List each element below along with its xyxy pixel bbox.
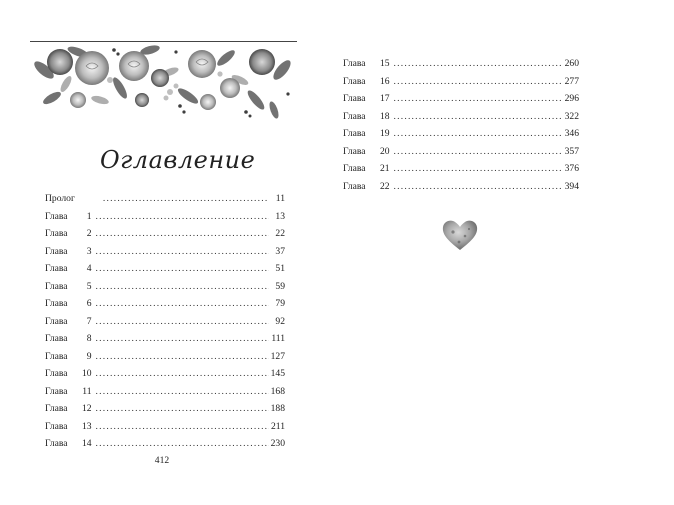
dot-leader bbox=[96, 211, 269, 222]
dot-leader bbox=[96, 368, 269, 379]
toc-entry-page: 59 bbox=[275, 280, 285, 292]
dot-leader bbox=[394, 163, 563, 174]
dot-leader bbox=[96, 386, 269, 397]
toc-entry-label: Глава bbox=[45, 280, 68, 292]
toc-entry-label: Глава bbox=[45, 438, 68, 449]
toc-entry-label: Пролог bbox=[45, 193, 75, 204]
toc-entry bbox=[343, 146, 579, 164]
toc-entry-number: 12 bbox=[81, 403, 92, 414]
toc-entry bbox=[45, 438, 285, 456]
toc-entry-page: 394 bbox=[564, 180, 579, 192]
toc-entry-number: 21 bbox=[379, 163, 390, 174]
toc-entry-label: Глава bbox=[45, 228, 68, 239]
toc-entry bbox=[45, 333, 285, 351]
toc-entry bbox=[343, 93, 579, 111]
toc-entry-number: 1 bbox=[86, 210, 92, 222]
toc-entry bbox=[45, 281, 285, 299]
dot-leader bbox=[96, 333, 269, 344]
toc-entry-page: 127 bbox=[270, 350, 285, 362]
dot-leader bbox=[394, 93, 563, 104]
toc-entry-page: 230 bbox=[270, 438, 285, 449]
toc-entry-label: Глава bbox=[45, 298, 68, 309]
toc-entry-page: 376 bbox=[564, 163, 579, 174]
toc-entry bbox=[45, 193, 285, 211]
toc-entry-label: Глава bbox=[45, 245, 68, 257]
toc-entry-page: 51 bbox=[275, 263, 285, 274]
toc-entry-label: Глава bbox=[45, 420, 68, 432]
toc-entry-label: Глава bbox=[45, 263, 68, 274]
toc-entry bbox=[343, 111, 579, 129]
toc-entry-page: 111 bbox=[271, 333, 285, 344]
toc-entry bbox=[45, 211, 285, 229]
toc-entry-number: 8 bbox=[86, 333, 92, 344]
toc-entry-page: 277 bbox=[564, 75, 579, 87]
dot-leader bbox=[96, 228, 269, 239]
dot-leader bbox=[394, 128, 563, 139]
toc-entry-page: 37 bbox=[275, 245, 285, 257]
toc-entry-number: 19 bbox=[379, 128, 390, 139]
toc-entry-label: Глава bbox=[343, 180, 366, 192]
toc-list-left bbox=[45, 193, 285, 456]
dot-leader bbox=[96, 316, 269, 327]
toc-entry bbox=[45, 228, 285, 246]
toc-entry-page: 11 bbox=[275, 193, 285, 204]
dot-leader bbox=[96, 438, 269, 449]
toc-entry-number: 11 bbox=[82, 385, 92, 397]
dot-leader bbox=[103, 193, 269, 204]
toc-entry-label: Глава bbox=[343, 163, 366, 174]
toc-entry-page: 168 bbox=[270, 385, 285, 397]
toc-entry-number: 9 bbox=[86, 350, 92, 362]
toc-list-right bbox=[343, 58, 579, 198]
toc-entry-page: 79 bbox=[275, 298, 285, 309]
page-number: 412 bbox=[154, 455, 170, 466]
toc-entry-page: 188 bbox=[270, 403, 285, 414]
toc-entry-page: 346 bbox=[564, 128, 579, 139]
toc-entry-page: 296 bbox=[564, 93, 579, 104]
dot-leader bbox=[394, 146, 563, 157]
toc-entry-label: Глава bbox=[45, 315, 68, 327]
header-rule bbox=[30, 41, 297, 42]
toc-entry-label: Глава bbox=[343, 93, 366, 104]
toc-entry bbox=[45, 263, 285, 281]
toc-entry-page: 357 bbox=[564, 145, 579, 157]
toc-entry-label: Глава bbox=[343, 58, 366, 69]
dot-leader bbox=[394, 181, 563, 192]
toc-entry-number: 14 bbox=[81, 438, 92, 449]
toc-entry-number: 20 bbox=[379, 145, 390, 157]
dot-leader bbox=[96, 281, 269, 292]
right-page bbox=[337, 0, 674, 505]
toc-entry bbox=[343, 163, 579, 181]
toc-entry-page: 260 bbox=[564, 58, 579, 69]
toc-entry-label: Глава bbox=[343, 145, 366, 157]
dot-leader bbox=[96, 421, 269, 432]
toc-entry bbox=[45, 403, 285, 421]
toc-entry-number: 15 bbox=[379, 58, 390, 69]
dot-leader bbox=[96, 298, 269, 309]
toc-entry-page: 13 bbox=[275, 210, 285, 222]
toc-entry-label: Глава bbox=[45, 350, 68, 362]
toc-entry bbox=[45, 368, 285, 386]
toc-entry bbox=[343, 128, 579, 146]
toc-entry-number: 2 bbox=[86, 228, 92, 239]
toc-entry-number: 16 bbox=[379, 75, 390, 87]
toc-entry bbox=[45, 351, 285, 369]
toc-entry bbox=[45, 316, 285, 334]
toc-entry-label: Глава bbox=[45, 333, 68, 344]
toc-entry-page: 22 bbox=[275, 228, 285, 239]
toc-entry-page: 322 bbox=[564, 110, 579, 122]
toc-entry-page: 145 bbox=[270, 368, 285, 379]
toc-entry-number: 17 bbox=[379, 93, 390, 104]
dot-leader bbox=[394, 76, 563, 87]
dot-leader bbox=[394, 111, 563, 122]
toc-entry-label: Глава bbox=[45, 385, 68, 397]
toc-entry-label: Глава bbox=[343, 128, 366, 139]
toc-entry-label: Глава bbox=[45, 403, 68, 414]
toc-entry-page: 92 bbox=[275, 315, 285, 327]
toc-entry-label: Глава bbox=[343, 75, 366, 87]
toc-entry-label: Глава bbox=[45, 210, 68, 222]
dot-leader bbox=[394, 58, 563, 69]
toc-entry-number: 4 bbox=[86, 263, 92, 274]
toc-entry bbox=[343, 58, 579, 76]
toc-entry-number: 6 bbox=[86, 298, 92, 309]
dot-leader bbox=[96, 351, 269, 362]
toc-entry bbox=[343, 76, 579, 94]
toc-entry-label: Глава bbox=[45, 368, 68, 379]
toc-entry bbox=[45, 298, 285, 316]
toc-entry-number: 5 bbox=[86, 280, 92, 292]
toc-entry bbox=[45, 421, 285, 439]
toc-entry-label: Глава bbox=[343, 110, 366, 122]
dot-leader bbox=[96, 246, 269, 257]
toc-title: Оглавление bbox=[100, 146, 256, 174]
dot-leader bbox=[96, 263, 269, 274]
toc-entry bbox=[343, 181, 579, 199]
toc-entry-number: 13 bbox=[81, 420, 92, 432]
toc-entry-page: 211 bbox=[270, 420, 285, 432]
heart-icon bbox=[441, 218, 479, 252]
toc-entry-number: 10 bbox=[81, 368, 92, 379]
floral-header-illustration bbox=[30, 40, 297, 122]
toc-entry bbox=[45, 246, 285, 264]
toc-entry-number: 3 bbox=[86, 245, 92, 257]
toc-entry bbox=[45, 386, 285, 404]
toc-entry-number: 18 bbox=[379, 110, 390, 122]
toc-entry-number: 22 bbox=[379, 180, 390, 192]
dot-leader bbox=[96, 403, 269, 414]
toc-entry-number: 7 bbox=[86, 315, 92, 327]
